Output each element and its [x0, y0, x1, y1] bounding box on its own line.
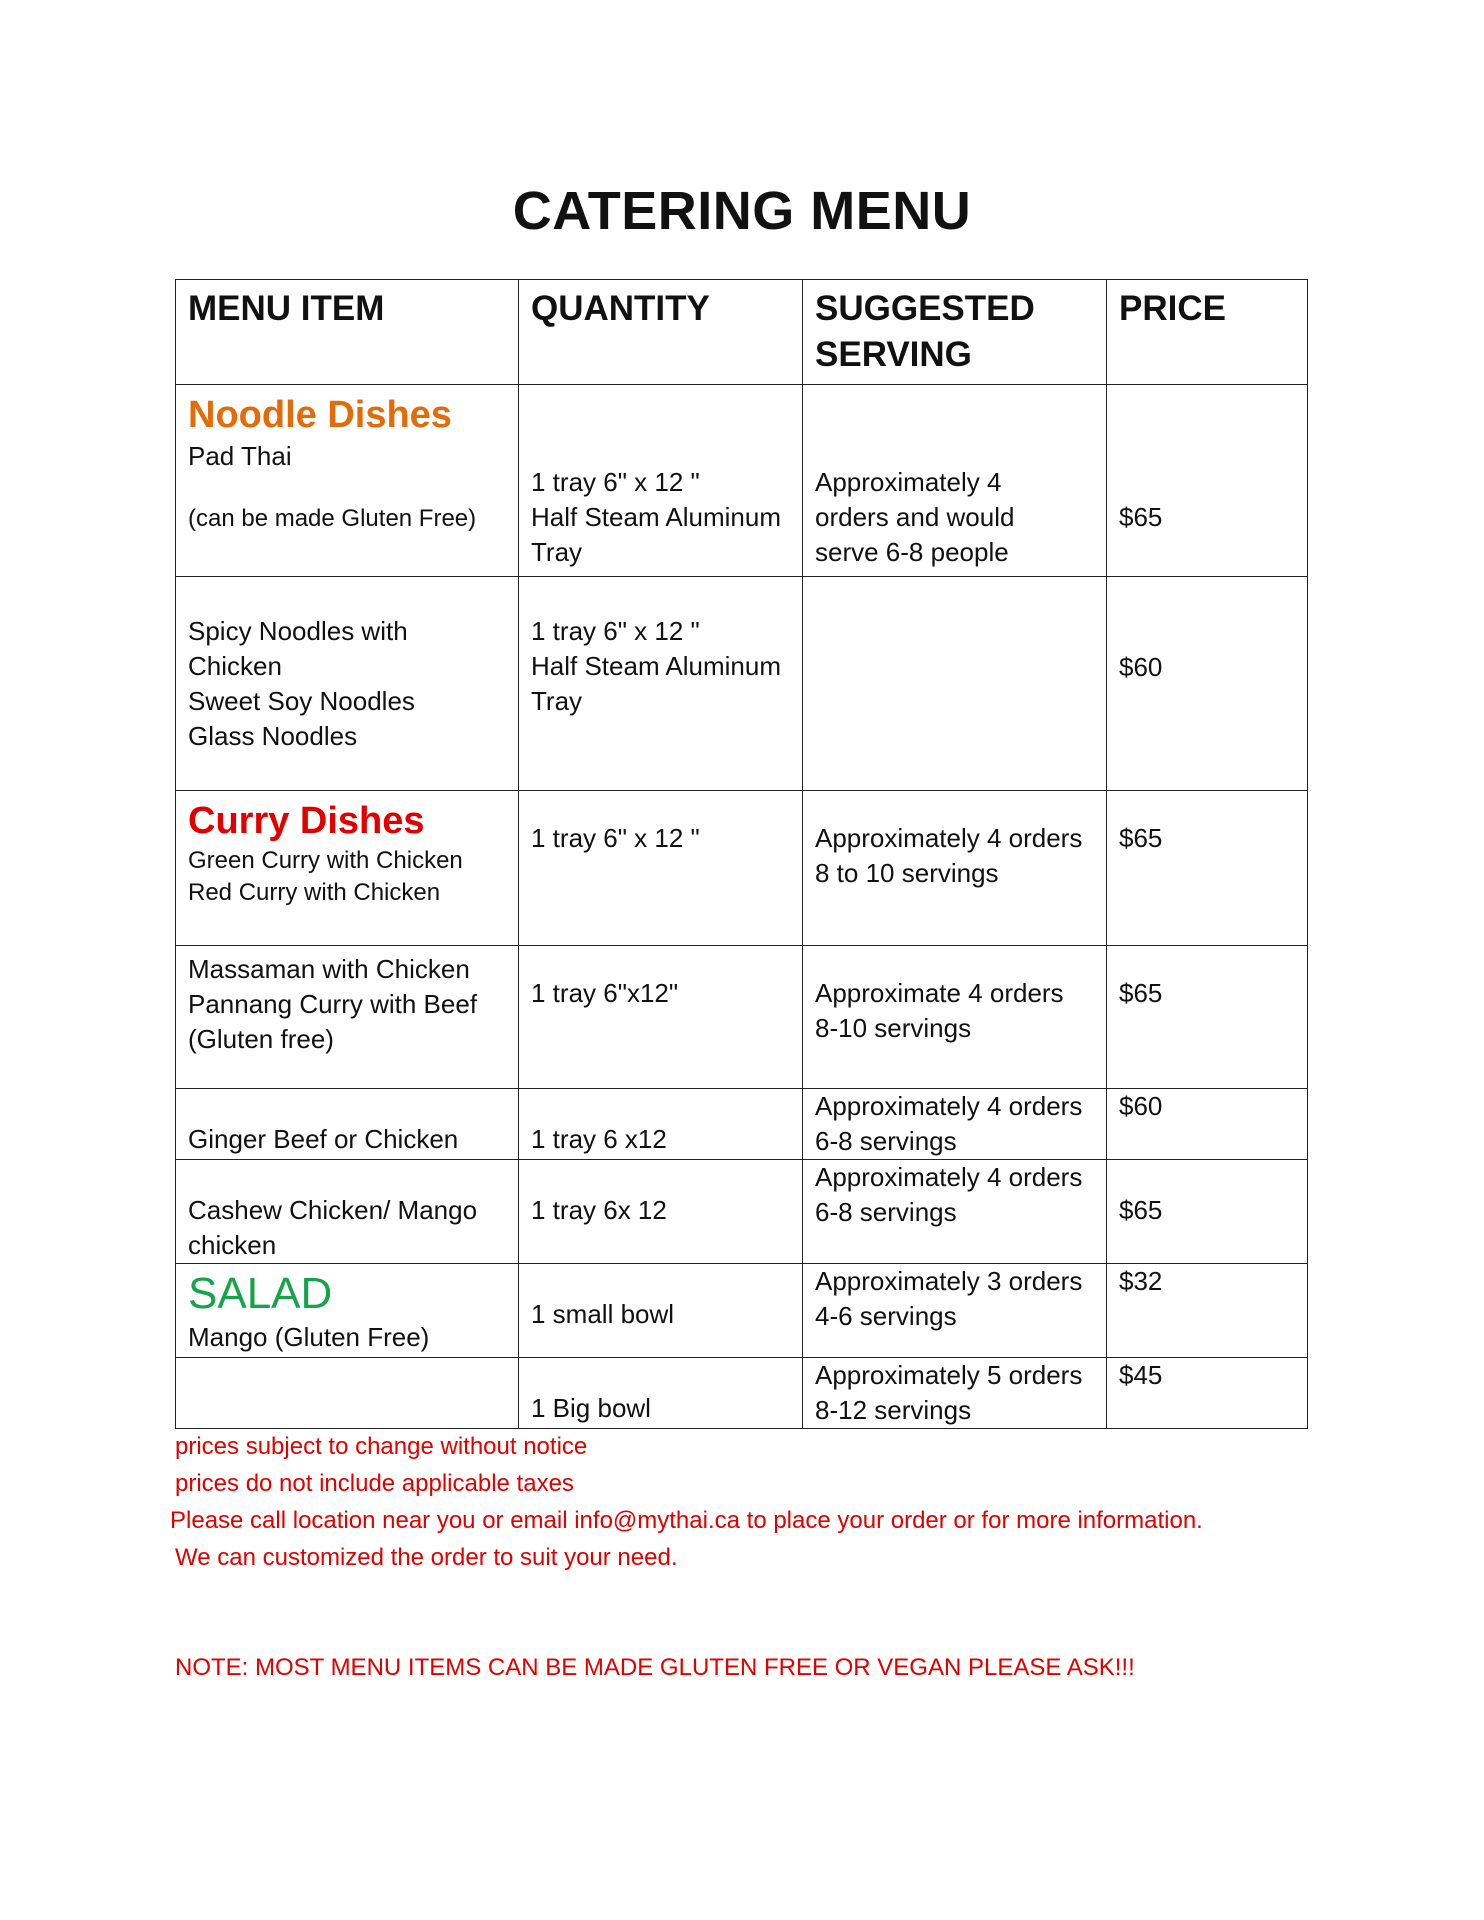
notes-block	[170, 1428, 1203, 1576]
quantity-cell	[519, 385, 803, 577]
serving-line: 6-8 servings	[815, 1197, 957, 1227]
quantity-line: 1 tray 6" x 12 "	[531, 616, 700, 646]
price-cell	[1107, 1089, 1308, 1160]
price-cell	[1107, 385, 1308, 577]
quantity-line: 1 tray 6" x 12 "	[531, 467, 700, 497]
menu-item-cell	[176, 946, 519, 1089]
price-value: $60	[1119, 1091, 1163, 1121]
item-name: Spicy Noodles with	[188, 616, 408, 646]
serving-cell	[803, 1089, 1107, 1160]
price-value: $32	[1119, 1266, 1163, 1296]
quantity-line: 1 tray 6x 12	[531, 1195, 667, 1225]
quantity-line: Half Steam Aluminum	[531, 502, 781, 532]
serving-cell	[803, 1358, 1107, 1429]
item-name: Pad Thai	[188, 441, 292, 471]
price-value: $65	[1119, 502, 1163, 532]
price-cell	[1107, 1160, 1308, 1264]
menu-item-cell	[176, 791, 519, 946]
serving-line: 6-8 servings	[815, 1126, 957, 1156]
note-line: prices do not include applicable taxes	[175, 1470, 574, 1497]
quantity-line: Tray	[531, 686, 583, 716]
serving-line: orders and would	[815, 502, 1015, 532]
menu-item-cell	[176, 1264, 519, 1358]
price-cell	[1107, 1358, 1308, 1429]
serving-cell	[803, 1160, 1107, 1264]
item-name: Mango (Gluten Free)	[188, 1322, 430, 1352]
serving-line: Approximately 4	[815, 467, 1002, 497]
catering-menu-table	[175, 279, 1308, 1429]
quantity-cell	[519, 1160, 803, 1264]
serving-line: 8 to 10 servings	[815, 858, 999, 888]
quantity-line: 1 tray 6" x 12 "	[531, 823, 700, 853]
menu-item-cell	[176, 577, 519, 791]
item-name: Cashew Chicken/ Mango	[188, 1195, 478, 1225]
table-header-row	[176, 280, 1308, 385]
note-line: We can customized the order to suit your need.	[175, 1544, 678, 1571]
category-noodle-dishes: Noodle Dishes	[188, 394, 452, 436]
serving-line: Approximately 4 orders	[815, 823, 1083, 853]
price-cell	[1107, 791, 1308, 946]
table-row	[176, 1089, 1308, 1160]
table-row	[176, 946, 1308, 1089]
serving-line: 4-6 servings	[815, 1301, 957, 1331]
quantity-line: 1 Big bowl	[531, 1393, 651, 1423]
price-value: $60	[1119, 652, 1163, 682]
serving-line: Approximately 5 orders	[815, 1360, 1083, 1390]
quantity-cell	[519, 946, 803, 1089]
item-name: Ginger Beef or Chicken	[188, 1124, 459, 1154]
quantity-cell	[519, 1264, 803, 1358]
table-row	[176, 791, 1308, 946]
table-row	[176, 1358, 1308, 1429]
serving-line: Approximate 4 orders	[815, 978, 1064, 1008]
note-line: prices subject to change without notice	[175, 1433, 588, 1460]
serving-line: Approximately 3 orders	[815, 1266, 1083, 1296]
serving-line: serve 6-8 people	[815, 537, 1009, 567]
quantity-line: 1 tray 6"x12"	[531, 978, 679, 1008]
price-cell	[1107, 946, 1308, 1089]
quantity-cell	[519, 791, 803, 946]
header-suggested-serving: SUGGESTED SERVING	[803, 280, 1107, 385]
quantity-line: 1 tray 6 x12	[531, 1124, 667, 1154]
note-line: Please call location near you or email info@mythai.ca to place your order or for more information.	[170, 1507, 1203, 1534]
serving-line: Approximately 4 orders	[815, 1162, 1083, 1192]
category-salad: SALAD	[188, 1269, 333, 1318]
item-name: Massaman with Chicken	[188, 954, 470, 984]
page-title: CATERING MENU	[512, 181, 972, 241]
item-name: Sweet Soy Noodles	[188, 686, 415, 716]
serving-line: 8-12 servings	[815, 1395, 972, 1425]
item-note: (can be made Gluten Free)	[188, 505, 477, 532]
price-value: $45	[1119, 1360, 1163, 1390]
serving-cell	[803, 946, 1107, 1089]
header-price: PRICE	[1107, 280, 1308, 385]
serving-cell	[803, 577, 1107, 791]
quantity-line: 1 small bowl	[531, 1299, 675, 1329]
quantity-cell	[519, 1358, 803, 1429]
quantity-line: Half Steam Aluminum	[531, 651, 781, 681]
item-name: Red Curry with Chicken	[188, 879, 441, 906]
item-name: Green Curry with Chicken	[188, 847, 463, 874]
header-menu-item: MENU ITEM	[176, 280, 519, 385]
item-name: (Gluten free)	[188, 1024, 334, 1054]
table-row	[176, 1160, 1308, 1264]
item-name: Glass Noodles	[188, 721, 358, 751]
menu-item-cell	[176, 1089, 519, 1160]
serving-cell	[803, 1264, 1107, 1358]
serving-cell	[803, 385, 1107, 577]
price-value: $65	[1119, 823, 1163, 853]
menu-item-cell	[176, 1358, 519, 1429]
table-row	[176, 577, 1308, 791]
category-curry-dishes: Curry Dishes	[188, 800, 425, 842]
price-cell	[1107, 577, 1308, 791]
table-row	[176, 1264, 1308, 1358]
header-quantity: QUANTITY	[519, 280, 803, 385]
quantity-cell	[519, 577, 803, 791]
serving-line: 8-10 servings	[815, 1013, 972, 1043]
serving-cell	[803, 791, 1107, 946]
menu-item-cell	[176, 385, 519, 577]
quantity-line: Tray	[531, 537, 583, 567]
menu-item-cell	[176, 1160, 519, 1264]
price-value: $65	[1119, 978, 1163, 1008]
item-name: Pannang Curry with Beef	[188, 989, 478, 1019]
table-row	[176, 385, 1308, 577]
item-name: chicken	[188, 1230, 277, 1260]
price-value: $65	[1119, 1195, 1163, 1225]
gluten-free-note: NOTE: MOST MENU ITEMS CAN BE MADE GLUTEN FREE OR VEGAN PLEASE ASK!!!	[175, 1654, 1135, 1681]
quantity-cell	[519, 1089, 803, 1160]
serving-line: Approximately 4 orders	[815, 1091, 1083, 1121]
item-name: Chicken	[188, 651, 282, 681]
price-cell	[1107, 1264, 1308, 1358]
